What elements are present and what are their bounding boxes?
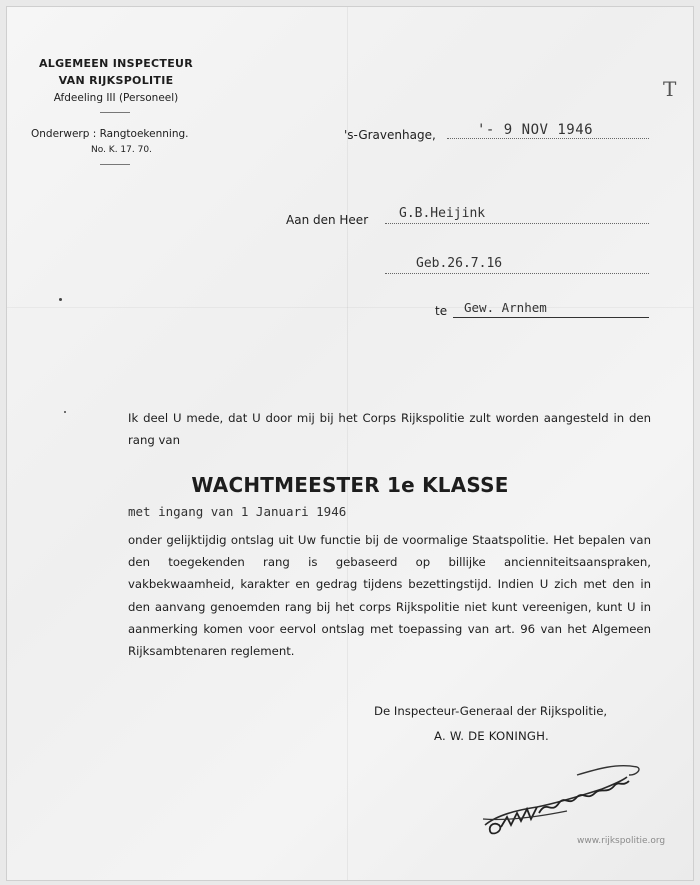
paper-fold <box>7 307 693 308</box>
effective-date-line: met ingang van 1 Januari 1946 <box>128 504 347 519</box>
place-label: 's-Gravenhage, <box>344 128 436 142</box>
signatory-title: De Inspecteur-Generaal der Rijkspolitie, <box>374 704 608 718</box>
handwritten-signature <box>477 755 647 845</box>
letter-page <box>6 6 694 881</box>
letterhead-line-1: ALGEMEEN INSPECTEUR <box>38 57 194 70</box>
margin-mark: T <box>663 77 677 101</box>
signatory-name: A. W. DE KONINGH. <box>434 729 549 743</box>
paper-speck <box>64 411 66 413</box>
date-stamp: '- 9 NOV 1946 <box>477 122 594 138</box>
date-dotted-line <box>447 138 649 139</box>
addressee-name: G.B.Heijink <box>399 206 486 221</box>
watermark: www.rijkspolitie.org <box>577 836 666 846</box>
salutation-label: Aan den Heer <box>286 213 369 227</box>
reference-number: No. K. 17. 70. <box>91 145 152 155</box>
body-paragraph: onder gelijktijdig ontslag uit Uw functie bij de voormalige Staatspolitie. Het bepalen van den toegekenden rang is gebaseerd op billijke ancienniteitsaanspraken, vakbekwaamheid, karakter en gedrag tijdens bezettingstijd. Indien U zich met den in den aanvang genoemden rang bij het corps Rijkspolitie niet kunt vereenigen, kunt U in aanmerking komen voor eervol ontslag met toepassing van art. 96 van het Algemeen Rijksambtenaren reglement. <box>128 533 651 659</box>
birth-date: Geb.26.7.16 <box>416 256 503 271</box>
rank-title: WACHTMEESTER 1e KLASSE <box>191 473 509 497</box>
location-label: te <box>435 304 448 318</box>
location-underline <box>453 317 649 318</box>
subject-line: Onderwerp : Rangtoekenning. <box>31 128 189 140</box>
letterhead-line-2: VAN RIJKSPOLITIE <box>58 74 174 87</box>
birth-dotted-line <box>385 273 649 274</box>
letterhead-department: Afdeeling III (Personeel) <box>53 92 179 104</box>
divider <box>100 164 130 165</box>
paper-speck <box>59 298 62 301</box>
addressee-location: Gew. Arnhem <box>464 300 547 315</box>
name-dotted-line <box>385 223 649 224</box>
divider <box>100 112 130 113</box>
intro-paragraph: Ik deel U mede, dat U door mij bij het Corps Rijkspolitie zult worden aangesteld in den rang van <box>128 411 651 448</box>
